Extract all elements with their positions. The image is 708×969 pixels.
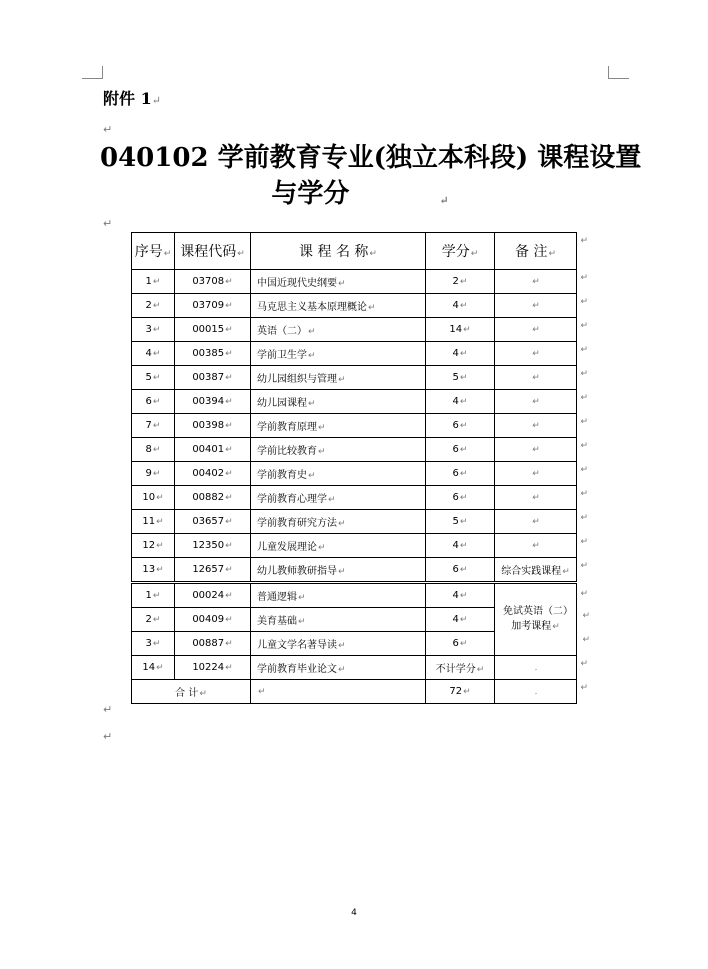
name-cell: 幼儿园课程↵ [251,390,426,414]
note-cell: ↵ ↵ [495,462,577,486]
code-cell: 12657↵ [175,558,251,583]
paragraph-mark: ↵ [103,217,113,230]
seq-cell: 2↵ [132,608,175,632]
paragraph-mark: ↵ [103,730,113,743]
credit-cell: 4↵ [426,534,495,558]
note-cell: ↵ ↵ [495,486,577,510]
note-cell: ↵ ↵ [495,414,577,438]
seq-cell: 11↵ [132,510,175,534]
code-cell: 00394↵ [175,390,251,414]
elective-course-rows [132,583,590,656]
title-line-2: 与学分 ↵ [271,179,449,209]
code-cell: 00402↵ [175,462,251,486]
seq-cell: 13↵ [132,558,175,583]
seq-cell: 9↵ [132,462,175,486]
code-cell: 00882↵ [175,486,251,510]
credit-cell: 4↵ [426,390,495,414]
name-cell: 马克思主义基本原理概论↵ [251,294,426,318]
name-cell: 学前教育心理学↵ [251,486,426,510]
total-name-cell: ↵ [251,680,426,704]
header-seq: 序号↵ [132,233,175,270]
total-note-cell: . ↵ [495,680,577,704]
paragraph-mark: ↵ [103,703,113,716]
code-cell: 00024↵ [175,583,251,608]
note-cell: ↵ ↵ [495,270,577,294]
credit-cell: 6↵ ↵ [426,632,495,656]
code-cell: 00409↵ [175,608,251,632]
name-cell: 学前比较教育↵ [251,438,426,462]
credit-cell: 14↵ [426,318,495,342]
table-row [132,390,577,414]
credit-cell: 4↵ ↵ [426,608,495,632]
attachment-label: 附件 1↵ [103,89,161,108]
code-cell: 03657↵ [175,510,251,534]
paragraph-mark: ↵ [103,123,113,136]
note-cell: ↵ ↵ [495,342,577,366]
table-row [132,294,577,318]
credit-cell: 6↵ [426,558,495,583]
main-course-rows [132,270,588,583]
table-row [132,366,577,390]
note-cell: ↵ ↵ [495,390,577,414]
credit-cell: 5↵ [426,510,495,534]
table-row [132,534,577,558]
name-cell: 学前卫生学↵ [251,342,426,366]
credit-cell: 4↵ [426,583,495,608]
margin-corner-top-left [82,66,103,79]
credit-cell: 4↵ [426,294,495,318]
seq-cell: 1↵ [132,583,175,608]
course-table [131,232,590,704]
table-row [132,342,577,366]
code-cell: 10224↵ [175,656,251,680]
total-label-cell: 合 计↵ [132,680,251,704]
note-cell: . ↵ [495,656,577,680]
thesis-row [132,656,577,680]
name-cell: 普通逻辑↵ [251,583,426,608]
credit-cell: 4↵ [426,342,495,366]
total-credit-cell: 72↵ [426,680,495,704]
seq-cell: 2↵ [132,294,175,318]
note-cell: ↵ ↵ [495,438,577,462]
name-cell: 学前教育史↵ [251,462,426,486]
name-cell: 儿童文学名著导读↵ [251,632,426,656]
elective-note-cell: 免试英语（二）加考课程↵ ↵ [495,583,577,656]
name-cell: 幼儿园组织与管理↵ [251,366,426,390]
credit-cell: 6↵ [426,486,495,510]
name-cell: 英语（二）↵ [251,318,426,342]
code-cell: 00387↵ [175,366,251,390]
name-cell: 学前教育研究方法↵ [251,510,426,534]
title-line-1: 040102 学前教育专业(独立本科段) 课程设置 [100,143,642,173]
table-row [132,414,577,438]
credit-cell: 6↵ [426,438,495,462]
page-number: 4 [351,908,357,918]
note-cell: ↵ ↵ [495,294,577,318]
credit-cell: 6↵ [426,462,495,486]
note-cell: ↵ ↵ [495,366,577,390]
header-credit: 学分↵ [426,233,495,270]
code-cell: 00398↵ [175,414,251,438]
header-note: 备 注↵ ↵ [495,233,577,270]
code-cell: 00015↵ [175,318,251,342]
note-cell: ↵ ↵ [495,510,577,534]
name-cell: 学前教育原理↵ [251,414,426,438]
table-row [132,486,577,510]
credit-cell: 6↵ [426,414,495,438]
seq-cell: 6↵ [132,390,175,414]
seq-cell: 12↵ [132,534,175,558]
code-cell: 03709↵ [175,294,251,318]
table-row [132,583,577,608]
code-cell: 03708↵ [175,270,251,294]
code-cell: 00385↵ [175,342,251,366]
table-row [132,270,577,294]
credit-cell: 不计学分↵ [426,656,495,680]
note-cell: 综合实践课程↵ ↵ [495,558,577,583]
table-row [132,510,577,534]
seq-cell: 1↵ [132,270,175,294]
seq-cell: 8↵ [132,438,175,462]
credit-cell: 5↵ [426,366,495,390]
code-cell: 00887↵ [175,632,251,656]
name-cell: 儿童发展理论↵ [251,534,426,558]
note-cell: ↵ ↵ [495,534,577,558]
code-cell: 12350↵ [175,534,251,558]
header-code: 课程代码↵ [175,233,251,270]
margin-corner-top-right [608,66,629,79]
seq-cell: 7↵ [132,414,175,438]
name-cell: 学前教育毕业论文↵ [251,656,426,680]
code-cell: 00401↵ [175,438,251,462]
seq-cell: 4↵ [132,342,175,366]
table-header-row [132,233,577,270]
name-cell: 中国近现代史纲要↵ [251,270,426,294]
seq-cell: 14↵ [132,656,175,680]
credit-cell: 2↵ [426,270,495,294]
table-row [132,462,577,486]
seq-cell: 10↵ [132,486,175,510]
seq-cell: 3↵ [132,318,175,342]
seq-cell: 5↵ [132,366,175,390]
name-cell: 幼儿教师教研指导↵ [251,558,426,583]
name-cell: 美育基础↵ [251,608,426,632]
header-name: 课 程 名 称↵ [251,233,426,270]
table-row [132,558,577,583]
table-row [132,318,577,342]
table-row [132,438,577,462]
note-cell: ↵ ↵ [495,318,577,342]
document-title [100,140,642,212]
seq-cell: 3↵ [132,632,175,656]
total-row [132,680,577,704]
